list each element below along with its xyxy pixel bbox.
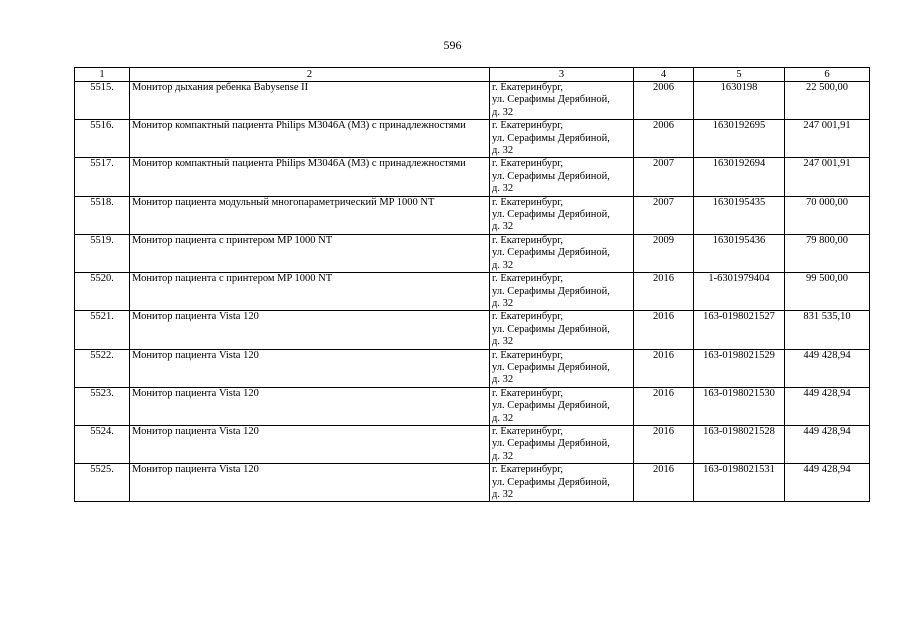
address-cell: г. Екатеринбург, ул. Серафимы Дерябиной, д. 32 xyxy=(490,387,634,425)
column-header-inventory: 5 xyxy=(694,68,785,82)
year-cell: 2006 xyxy=(634,82,694,120)
cost-cell: 831 535,10 xyxy=(785,311,870,349)
column-header-number: 1 xyxy=(75,68,130,82)
item-name-cell: Монитор пациента с принтером MP 1000 NT xyxy=(130,234,490,272)
table-row xyxy=(75,82,870,120)
table-row xyxy=(75,311,870,349)
table-row xyxy=(75,464,870,502)
table-row xyxy=(75,158,870,196)
table-row xyxy=(75,349,870,387)
cost-cell: 79 800,00 xyxy=(785,234,870,272)
address-cell: г. Екатеринбург, ул. Серафимы Дерябиной, д. 32 xyxy=(490,196,634,234)
address-cell: г. Екатеринбург, ул. Серафимы Дерябиной, д. 32 xyxy=(490,82,634,120)
column-header-name: 2 xyxy=(130,68,490,82)
cost-cell: 22 500,00 xyxy=(785,82,870,120)
row-number-cell: 5516. xyxy=(75,120,130,158)
item-name-cell: Монитор дыхания ребенка Babysense II xyxy=(130,82,490,120)
year-cell: 2006 xyxy=(634,120,694,158)
cost-cell: 449 428,94 xyxy=(785,464,870,502)
year-cell: 2009 xyxy=(634,234,694,272)
address-cell: г. Екатеринбург, ул. Серафимы Дерябиной, д. 32 xyxy=(490,464,634,502)
inventory-number-cell: 1630195435 xyxy=(694,196,785,234)
year-cell: 2016 xyxy=(634,425,694,463)
inventory-number-cell: 163-0198021530 xyxy=(694,387,785,425)
address-cell: г. Екатеринбург, ул. Серафимы Дерябиной, д. 32 xyxy=(490,425,634,463)
row-number-cell: 5525. xyxy=(75,464,130,502)
inventory-number-cell: 1-6301979404 xyxy=(694,273,785,311)
row-number-cell: 5523. xyxy=(75,387,130,425)
item-name-cell: Монитор пациента Vista 120 xyxy=(130,387,490,425)
row-number-cell: 5522. xyxy=(75,349,130,387)
item-name-cell: Монитор пациента Vista 120 xyxy=(130,464,490,502)
cost-cell: 449 428,94 xyxy=(785,425,870,463)
year-cell: 2016 xyxy=(634,349,694,387)
item-name-cell: Монитор пациента с принтером MP 1000 NT xyxy=(130,273,490,311)
year-cell: 2016 xyxy=(634,273,694,311)
cost-cell: 247 001,91 xyxy=(785,158,870,196)
item-name-cell: Монитор пациента Vista 120 xyxy=(130,425,490,463)
table-row xyxy=(75,120,870,158)
table-row xyxy=(75,234,870,272)
column-header-address: 3 xyxy=(490,68,634,82)
inventory-number-cell: 163-0198021529 xyxy=(694,349,785,387)
row-number-cell: 5520. xyxy=(75,273,130,311)
table-row xyxy=(75,425,870,463)
inventory-number-cell: 163-0198021527 xyxy=(694,311,785,349)
year-cell: 2007 xyxy=(634,196,694,234)
property-register-table xyxy=(74,67,870,502)
cost-cell: 449 428,94 xyxy=(785,349,870,387)
inventory-number-cell: 1630192695 xyxy=(694,120,785,158)
inventory-number-cell: 1630195436 xyxy=(694,234,785,272)
item-name-cell: Монитор компактный пациента Philips M3046A (М3) с принадлежностями xyxy=(130,120,490,158)
year-cell: 2016 xyxy=(634,387,694,425)
year-cell: 2007 xyxy=(634,158,694,196)
table-row xyxy=(75,387,870,425)
address-cell: г. Екатеринбург, ул. Серафимы Дерябиной, д. 32 xyxy=(490,273,634,311)
header-row xyxy=(75,68,870,82)
address-cell: г. Екатеринбург, ул. Серафимы Дерябиной, д. 32 xyxy=(490,234,634,272)
address-cell: г. Екатеринбург, ул. Серафимы Дерябиной, д. 32 xyxy=(490,349,634,387)
inventory-number-cell: 1630198 xyxy=(694,82,785,120)
column-header-cost: 6 xyxy=(785,68,870,82)
row-number-cell: 5524. xyxy=(75,425,130,463)
table-row xyxy=(75,273,870,311)
table-row xyxy=(75,196,870,234)
row-number-cell: 5518. xyxy=(75,196,130,234)
cost-cell: 70 000,00 xyxy=(785,196,870,234)
cost-cell: 247 001,91 xyxy=(785,120,870,158)
address-cell: г. Екатеринбург, ул. Серафимы Дерябиной, д. 32 xyxy=(490,311,634,349)
year-cell: 2016 xyxy=(634,464,694,502)
inventory-number-cell: 1630192694 xyxy=(694,158,785,196)
address-cell: г. Екатеринбург, ул. Серафимы Дерябиной, д. 32 xyxy=(490,158,634,196)
item-name-cell: Монитор пациента Vista 120 xyxy=(130,349,490,387)
inventory-number-cell: 163-0198021531 xyxy=(694,464,785,502)
item-name-cell: Монитор пациента Vista 120 xyxy=(130,311,490,349)
row-number-cell: 5521. xyxy=(75,311,130,349)
item-name-cell: Монитор компактный пациента Philips M3046A (М3) с принадлежностями xyxy=(130,158,490,196)
inventory-number-cell: 163-0198021528 xyxy=(694,425,785,463)
column-header-year: 4 xyxy=(634,68,694,82)
row-number-cell: 5519. xyxy=(75,234,130,272)
year-cell: 2016 xyxy=(634,311,694,349)
row-number-cell: 5515. xyxy=(75,82,130,120)
cost-cell: 449 428,94 xyxy=(785,387,870,425)
address-cell: г. Екатеринбург, ул. Серафимы Дерябиной, д. 32 xyxy=(490,120,634,158)
page-number: 596 xyxy=(443,38,462,52)
item-name-cell: Монитор пациента модульный многопараметрический MP 1000 NT xyxy=(130,196,490,234)
cost-cell: 99 500,00 xyxy=(785,273,870,311)
row-number-cell: 5517. xyxy=(75,158,130,196)
